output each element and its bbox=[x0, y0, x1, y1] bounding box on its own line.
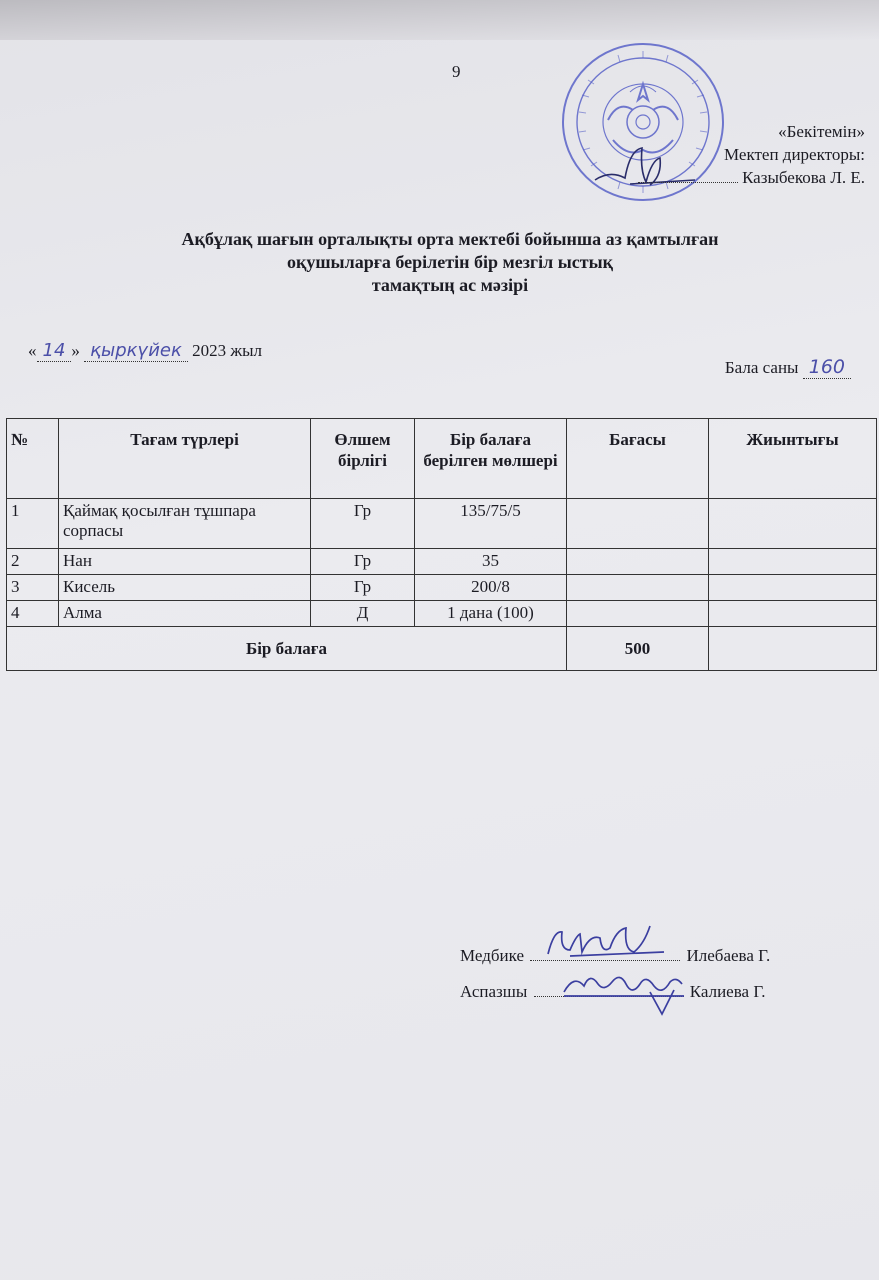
children-count-handwritten: 160 bbox=[803, 356, 851, 379]
row-total bbox=[709, 601, 877, 627]
nurse-signature bbox=[540, 920, 670, 964]
table-row bbox=[7, 575, 877, 601]
row-amount: 35 bbox=[415, 549, 567, 575]
signature-dotted-line bbox=[530, 946, 680, 961]
header-price: Бағасы bbox=[567, 419, 709, 499]
signature-dotted-line bbox=[638, 182, 738, 183]
row-unit: Д bbox=[311, 601, 415, 627]
nurse-role: Медбике bbox=[460, 946, 524, 965]
document-title bbox=[60, 228, 840, 297]
row-unit: Гр bbox=[311, 575, 415, 601]
row-price bbox=[567, 549, 709, 575]
approval-position: Мектеп директоры: bbox=[724, 145, 865, 164]
date-line bbox=[28, 340, 262, 361]
table-footer-row bbox=[7, 627, 877, 671]
date-open-quote: « bbox=[28, 341, 37, 360]
row-food: Алма bbox=[59, 601, 311, 627]
header-food: Тағам түрлері bbox=[59, 419, 311, 499]
approval-heading: «Бекітемін» bbox=[778, 122, 865, 141]
signature-dotted-line bbox=[534, 982, 684, 997]
row-price bbox=[567, 601, 709, 627]
nurse-name: Илебаева Г. bbox=[686, 946, 771, 965]
row-number: 3 bbox=[7, 575, 59, 601]
page-number: 9 bbox=[452, 62, 461, 81]
row-food: Кисель bbox=[59, 575, 311, 601]
date-close-quote: » bbox=[71, 341, 80, 360]
header-unit: Өлшем бірлігі bbox=[311, 419, 415, 499]
row-amount: 200/8 bbox=[415, 575, 567, 601]
signatures-block bbox=[460, 938, 770, 1010]
approval-block bbox=[638, 120, 865, 189]
footer-label: Бір балаға bbox=[7, 627, 567, 671]
title-line-2: оқушыларға берілетін бір мезгіл ыстық bbox=[286, 252, 614, 272]
table-row bbox=[7, 499, 877, 549]
row-amount: 1 дана (100) bbox=[415, 601, 567, 627]
row-number: 1 bbox=[7, 499, 59, 549]
cook-role: Аспазшы bbox=[460, 982, 528, 1001]
row-food: Қаймақ қосылған тұшпара сорпасы bbox=[59, 499, 311, 549]
header-number: № bbox=[7, 419, 59, 499]
header-amount: Бір балаға берілген мөлшері bbox=[415, 419, 567, 499]
director-name: Казыбекова Л. Е. bbox=[742, 168, 865, 187]
table-row bbox=[7, 549, 877, 575]
row-total bbox=[709, 549, 877, 575]
children-count-line bbox=[725, 356, 851, 378]
footer-price: 500 bbox=[567, 627, 709, 671]
cook-name: Калиева Г. bbox=[689, 982, 766, 1001]
row-food: Нан bbox=[59, 549, 311, 575]
menu-table bbox=[6, 418, 877, 671]
row-total bbox=[709, 499, 877, 549]
row-amount: 135/75/5 bbox=[415, 499, 567, 549]
table-row bbox=[7, 601, 877, 627]
row-price bbox=[567, 499, 709, 549]
row-number: 2 bbox=[7, 549, 59, 575]
row-number: 4 bbox=[7, 601, 59, 627]
table-header-row bbox=[7, 419, 877, 499]
title-line-1: Ақбұлақ шағын орталықты орта мектебі бойынша аз қамтылған bbox=[181, 229, 719, 249]
row-price bbox=[567, 575, 709, 601]
header-total: Жиынтығы bbox=[709, 419, 877, 499]
cook-signature-row bbox=[460, 974, 770, 1010]
children-count-label: Бала саны bbox=[724, 358, 799, 377]
row-unit: Гр bbox=[311, 549, 415, 575]
row-unit: Гр bbox=[311, 499, 415, 549]
date-day-handwritten: 14 bbox=[37, 340, 72, 362]
date-month-handwritten: қыркүйек bbox=[84, 340, 188, 362]
date-year: 2023 жыл bbox=[192, 341, 262, 360]
footer-total bbox=[709, 627, 877, 671]
title-line-3: тамақтың ас мәзірі bbox=[371, 275, 529, 295]
cook-signature bbox=[554, 962, 694, 1018]
row-total bbox=[709, 575, 877, 601]
approval-signature-line bbox=[638, 166, 865, 189]
page-edge-shadow bbox=[0, 0, 879, 40]
